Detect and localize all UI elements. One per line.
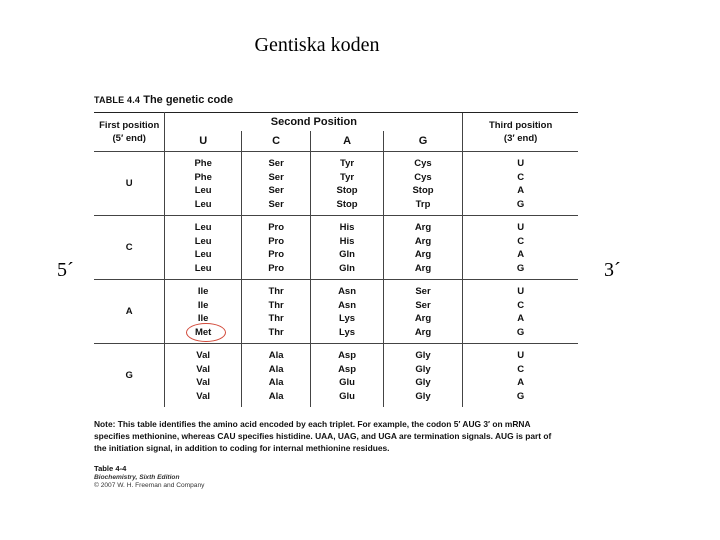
amino-acid: Cys: [414, 158, 432, 169]
caption-prefix: TABLE 4.4: [94, 95, 141, 105]
amino-acid: Lys: [339, 313, 356, 324]
amino-acid: Ser: [415, 286, 431, 297]
amino-acid: Ser: [268, 171, 284, 183]
third-position-base: U: [517, 350, 525, 361]
credit-book: Biochemistry, Sixth Edition: [94, 473, 180, 481]
amino-acid: His: [339, 222, 355, 233]
amino-acid: Tyr: [340, 158, 355, 169]
amino-acid: Thr: [268, 326, 284, 338]
amino-acid: Gly: [415, 350, 431, 361]
first-position-base: A: [94, 280, 165, 344]
third-position-base: G: [516, 390, 525, 402]
amino-acid: Gln: [339, 249, 355, 260]
amino-acid: Pro: [268, 262, 285, 274]
amino-acid-cell: [241, 152, 310, 216]
amino-acid: Gly: [415, 390, 431, 402]
note-line-2: specifies methionine, whereas CAU specifies histidine. UAA, UAG, and UGA are termination signals. AUG is part of: [94, 431, 552, 442]
third-position-base: U: [517, 222, 525, 233]
third-position-cell: [463, 344, 578, 408]
caption-text: The genetic code: [143, 94, 234, 106]
figure-credit: [94, 465, 204, 491]
amino-acid: Leu: [194, 198, 212, 210]
amino-acid: Gly: [415, 377, 431, 388]
amino-acid-cell: [241, 280, 310, 344]
amino-acid: Lys: [339, 326, 356, 338]
amino-acid: Ala: [268, 363, 284, 375]
credit-table-id: Table 4-4: [94, 464, 127, 473]
amino-acid: Pro: [268, 222, 285, 233]
amino-acid: Asp: [338, 350, 357, 361]
third-position-base: G: [516, 326, 525, 338]
amino-acid: Ile: [197, 313, 209, 324]
amino-acid: Glu: [339, 390, 355, 402]
second-col-c: C: [241, 131, 310, 152]
table-row: [94, 344, 578, 408]
first-position-base: U: [94, 152, 165, 216]
first-position-header: [94, 113, 165, 152]
amino-acid: Ser: [268, 158, 284, 169]
amino-acid: Ile: [197, 299, 209, 311]
table-note: [94, 418, 580, 455]
amino-acid-cell: [241, 344, 310, 408]
amino-acid: Cys: [414, 171, 432, 183]
amino-acid-cell: [165, 344, 241, 408]
third-position-base: U: [517, 286, 525, 297]
amino-acid-cell: [311, 344, 383, 408]
genetic-code-table: [94, 112, 578, 407]
amino-acid: Arg: [414, 313, 432, 324]
first-position-base: C: [94, 216, 165, 280]
highlighted-codon: [195, 326, 211, 340]
second-position-header: Second Position: [165, 113, 463, 132]
note-label: Note:: [94, 419, 116, 429]
amino-acid: Arg: [414, 222, 432, 233]
third-position-base: C: [517, 171, 525, 183]
amino-acid-cell: [165, 280, 241, 344]
amino-acid: Stop: [336, 185, 358, 196]
third-position-base: G: [516, 198, 525, 210]
slide-title: Gentiska koden: [254, 34, 380, 56]
amino-acid: Ala: [268, 377, 284, 388]
third-position-base: C: [517, 363, 525, 375]
amino-acid: Phe: [194, 171, 212, 183]
amino-acid-cell: [383, 280, 462, 344]
amino-acid: Stop: [412, 185, 434, 196]
note-line-3: the initiation signal, in addition to coding for internal methionine residues.: [94, 443, 390, 454]
amino-acid: Thr: [268, 286, 284, 297]
amino-acid-cell: [165, 216, 241, 280]
amino-acid: Arg: [414, 235, 432, 247]
amino-acid: Gly: [415, 363, 431, 375]
amino-acid-cell: [311, 216, 383, 280]
amino-acid: Asp: [338, 363, 357, 375]
amino-acid: Ser: [415, 299, 431, 311]
amino-acid: Thr: [268, 299, 284, 311]
amino-acid: Ser: [268, 185, 284, 196]
amino-acid: Trp: [415, 198, 431, 210]
second-col-u: U: [165, 131, 241, 152]
amino-acid: Leu: [194, 185, 212, 196]
amino-acid: Arg: [414, 326, 432, 338]
amino-acid: Arg: [414, 262, 432, 274]
three-prime-label: 3´: [604, 259, 621, 281]
third-position-base: A: [517, 249, 525, 260]
amino-acid-cell: [383, 344, 462, 408]
amino-acid: Ser: [268, 198, 284, 210]
credit-copyright: © 2007 W. H. Freeman and Company: [94, 482, 205, 489]
amino-acid: Leu: [194, 262, 212, 274]
second-col-a: A: [311, 131, 383, 152]
table-row: [94, 280, 578, 344]
amino-acid: Val: [196, 377, 211, 388]
amino-acid: His: [339, 235, 355, 247]
third-position-base: A: [517, 185, 525, 196]
amino-acid: Leu: [194, 222, 212, 233]
third-position-cell: [463, 280, 578, 344]
amino-acid: Glu: [339, 377, 355, 388]
amino-acid: Leu: [194, 249, 212, 260]
amino-acid: Val: [196, 350, 211, 361]
amino-acid-cell: [241, 216, 310, 280]
amino-acid: Val: [196, 390, 211, 402]
third-position-header: [463, 113, 578, 152]
amino-acid: Phe: [194, 158, 212, 169]
amino-acid: Stop: [336, 198, 358, 210]
amino-acid-cell: [383, 216, 462, 280]
first-position-base: G: [94, 344, 165, 408]
highlighted-codon-text: Met: [194, 326, 212, 338]
amino-acid: Ala: [268, 390, 284, 402]
amino-acid: Ala: [268, 350, 284, 361]
amino-acid: Asn: [338, 299, 357, 311]
third-position-base: A: [517, 377, 525, 388]
amino-acid: Val: [196, 363, 211, 375]
third-position-cell: [463, 152, 578, 216]
first-position-header-line2: (5′ end): [112, 133, 146, 144]
third-position-cell: [463, 216, 578, 280]
amino-acid: Thr: [268, 313, 284, 324]
amino-acid-cell: [311, 152, 383, 216]
third-position-header-line2: (3′ end): [503, 133, 538, 144]
third-position-header-line1: Third position: [488, 119, 553, 131]
third-position-base: C: [517, 299, 525, 311]
amino-acid: Leu: [194, 235, 212, 247]
five-prime-label: 5´: [57, 259, 74, 281]
third-position-base: A: [517, 313, 525, 324]
third-position-base: C: [517, 235, 525, 247]
amino-acid: Ile: [197, 286, 209, 297]
amino-acid: Pro: [268, 249, 285, 260]
second-col-g: G: [383, 131, 462, 152]
amino-acid-cell: [311, 280, 383, 344]
highlight-circle: [186, 323, 226, 342]
first-position-header-line1: First position: [99, 119, 160, 131]
amino-acid: Asn: [338, 286, 357, 297]
amino-acid-cell: [383, 152, 462, 216]
table-caption: [94, 94, 233, 106]
amino-acid: Pro: [268, 235, 285, 247]
amino-acid: Tyr: [340, 171, 355, 183]
amino-acid: Arg: [414, 249, 432, 260]
amino-acid: Gln: [339, 262, 355, 274]
note-line-1: This table identifies the amino acid encoded by each triplet. For example, the codon 5′ AUG 3′ on mRNA: [117, 419, 531, 429]
table-row: [94, 152, 578, 216]
amino-acid: [165, 326, 240, 340]
table-row: [94, 216, 578, 280]
third-position-base: G: [516, 262, 525, 274]
third-position-base: U: [517, 158, 525, 169]
amino-acid-cell: [165, 152, 241, 216]
